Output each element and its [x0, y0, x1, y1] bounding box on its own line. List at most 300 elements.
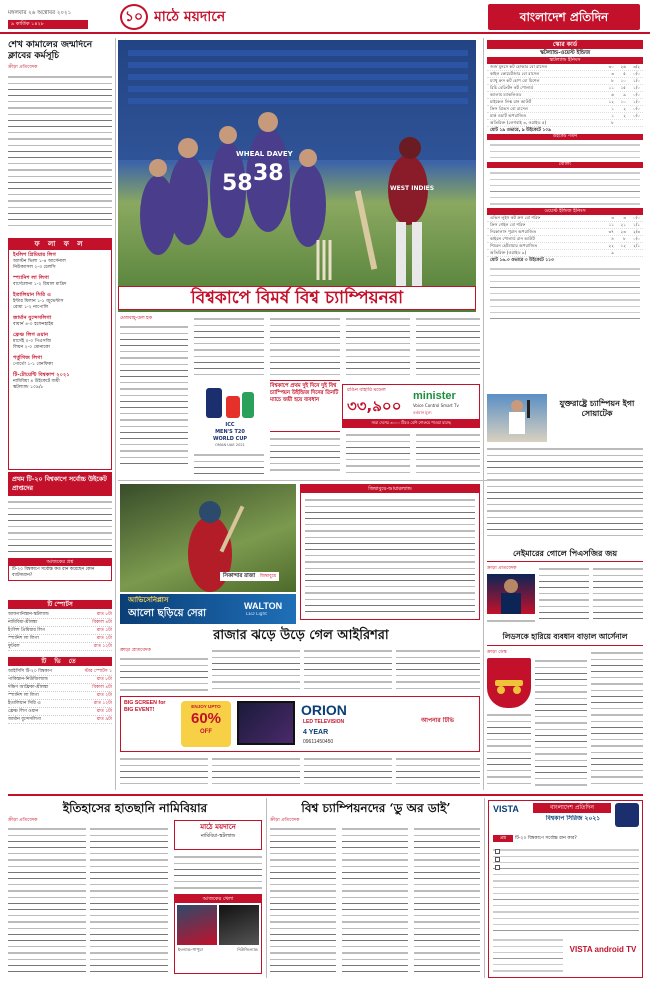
fours-sixes: ২/৩	[633, 229, 640, 234]
balls	[614, 250, 626, 256]
scorecard-heading: স্কোর কার্ড	[487, 40, 643, 49]
inn2-total: মোট ১৬.৩ ওভারে ৩ উইকেটে ১১৩	[490, 258, 554, 263]
result-line: নামিবিয়া ৪ উইকেটে জয়ী	[13, 379, 60, 384]
batsman-name: কাইরন পোলার্ড রান আউট	[490, 236, 535, 241]
inn2-table	[487, 215, 643, 257]
ireland-col2b	[212, 756, 300, 788]
balls: ১০	[620, 78, 626, 83]
runs: ২২	[608, 243, 614, 248]
vista-form-checkbox-c[interactable]	[495, 865, 500, 870]
schedule-row	[8, 611, 112, 619]
batsman-name: ক্যালাম ম্যাকলিওড	[490, 92, 522, 97]
stats-body	[305, 497, 475, 615]
balls: ১২	[620, 243, 626, 248]
section-title: মাঠে ময়দানে	[154, 9, 226, 25]
result-line: নিউক্যাসল ২-৩ চেলসি	[13, 265, 56, 270]
result-line: স্কটল্যান্ড ১০৯/৮	[13, 385, 44, 390]
runs: ৩	[611, 71, 614, 76]
t20-first-box	[8, 472, 112, 590]
masthead	[0, 0, 650, 34]
kamal-body	[8, 74, 112, 230]
main-headline-box	[118, 286, 476, 310]
logo-line2: MEN'S T20	[215, 429, 245, 435]
vista-t20-badge	[615, 803, 639, 827]
runs: ৪	[611, 236, 614, 241]
orion-warranty: 4 YEAR	[303, 729, 329, 736]
balls: ৩	[623, 215, 626, 220]
runs: ৩০	[608, 64, 614, 69]
pull-quote-text: বিশ্বকাপে প্রথম দুই দিনে দুই বিশ্ব চ্যাম্পিয়ন উইন্ডিজ দিনের তিনটি ম্যাচে জয়ী হয়ে ব্যবধান	[270, 383, 339, 403]
champions-headline: বিশ্ব চ্যাম্পিয়নদের ‘ডু অর ডাই’	[301, 801, 451, 815]
vista-contest-title: বিশ্বকাপ সিরিজ ২০২১	[545, 815, 601, 822]
sikandar-photo	[120, 484, 296, 592]
quiz-question: টি-২০ বিশ্বকাপে সর্বোচ্চ কত রান করেছেন কোন ব্যাটসম্যান?	[12, 567, 95, 578]
namibia-tag	[174, 820, 262, 850]
vista-tv-logo: VISTA android TV	[569, 945, 637, 954]
runs: ১১	[608, 222, 614, 227]
sikandar-caption	[220, 572, 279, 581]
swiatek-story	[487, 394, 643, 542]
fours-sixes: ২/১	[633, 243, 640, 248]
namibia-tag2: নামিবিয়া-স্কটল্যান্ড	[200, 834, 236, 839]
champions-story	[270, 798, 482, 978]
arsenal-body-1	[535, 658, 587, 788]
orion-pct: 60%	[190, 710, 222, 728]
inn1-table	[487, 64, 643, 127]
result-item	[13, 292, 107, 311]
runs: ৬	[611, 92, 614, 97]
fours-sixes: ৩/২	[633, 64, 640, 69]
sports-heading: টি স্পোর্টস	[8, 600, 112, 609]
orion-brand: ORION	[301, 702, 347, 718]
minister-brand: minister	[413, 390, 456, 402]
orion-cta: ENJOY UPTO	[191, 704, 221, 709]
main-body-col5b	[416, 432, 480, 476]
sikandar-team: জিম্বাবুয়ে	[259, 574, 277, 579]
schedule-left: দক্ষিণ আফ্রিকা-শ্রীলঙ্কা	[8, 685, 49, 690]
minister-tagline: Voice Control Smart Tv	[413, 403, 459, 408]
score-row	[487, 92, 643, 99]
result-item	[13, 355, 107, 368]
vista-form-checkbox-a[interactable]	[495, 849, 500, 854]
balls: ৯	[623, 92, 626, 97]
schedule-left: আফগানিস্তান-স্কটল্যান্ড	[8, 612, 49, 617]
neymar-photo	[487, 574, 535, 614]
minister-price: ৩৩,৯০০	[347, 397, 402, 415]
schedule-left: ফুটবল	[8, 644, 20, 649]
results-list	[9, 250, 111, 397]
schedule-right: রাত ২টা	[96, 693, 112, 698]
inset-right-label: নিউজিল্যান্ড	[237, 947, 258, 952]
vista-partner: বাংলাদেশ প্রতিদিন	[533, 803, 611, 813]
swiatek-photo	[487, 394, 547, 442]
date-line-2: ৯ কার্তিক ১৪২৮	[8, 20, 88, 29]
fours-sixes	[626, 120, 640, 126]
schedule-row	[8, 668, 112, 676]
result-line: ইন্টার মিলান ১-১ জুভেন্টাস	[13, 299, 64, 304]
fours-sixes: ০/০	[633, 71, 640, 76]
orion-left-title: BIG SCREEN for BIG EVENT!	[124, 700, 166, 713]
main-body-col3b	[270, 436, 340, 476]
champions-col3	[414, 826, 480, 976]
fours-sixes: ০/০	[633, 236, 640, 241]
main-byline: মেজবাহ্-উল হক	[120, 316, 152, 321]
champions-col2	[342, 826, 408, 976]
balls: ২৬	[620, 64, 626, 69]
svg-text:38: 38	[253, 161, 284, 186]
main-body-col2	[194, 316, 264, 380]
score-row	[487, 99, 643, 106]
namibia-inset	[174, 894, 262, 974]
ireland-headline: রাজার ঝড়ে উড়ে গেল আইরিশরা	[213, 628, 389, 643]
balls: ২৩	[620, 229, 626, 234]
schedule-left: স্প্যানিশ লা লিগা	[8, 636, 39, 641]
champions-col1	[270, 826, 336, 976]
main-photo	[118, 40, 476, 312]
namibia-inset-left	[177, 905, 217, 945]
fours-sixes: ১/০	[633, 78, 640, 83]
main-body-col4	[346, 316, 410, 380]
vista-top	[489, 801, 642, 831]
walton-sub: LED Light	[246, 612, 267, 617]
namibia-col2	[90, 826, 168, 976]
logo-line4: OMAN UAE 2021	[215, 443, 245, 447]
ireland-byline: ক্রীড়া প্রতিবেদক	[120, 648, 151, 653]
schedule-right: রাত ১২টা	[93, 701, 112, 706]
batsman-name: ক্রিস গ্রিভস বো রাসেল	[490, 106, 529, 111]
schedule-row	[8, 700, 112, 708]
namibia-tag1: মাঠে ময়দানে	[200, 822, 236, 831]
tv-list	[8, 666, 112, 724]
score-row	[487, 106, 643, 113]
balls	[614, 120, 626, 126]
runs: ৮	[611, 78, 614, 83]
fours-sixes: ১/০	[633, 99, 640, 104]
svg-text:WEST INDIES: WEST INDIES	[390, 185, 435, 192]
champions-byline: ক্রীড়া প্রতিবেদক	[270, 818, 300, 823]
inn1-fall-body	[490, 142, 640, 160]
result-item	[13, 332, 107, 351]
balls: ২১	[620, 222, 626, 227]
kamal-headline: শেখ কামালের জন্মদিনে ক্লাবের কর্মসূচি	[8, 40, 93, 61]
batsman-name: এভিন লুইস কট ক্রস বো শরিফ	[490, 215, 541, 220]
schedule-right: রাত ৮টা	[96, 677, 112, 682]
sikandar-name: সিকান্দার রাজা	[223, 573, 256, 579]
logo-line3: WORLD CUP	[212, 436, 248, 442]
batsman-name: ম্যাথু ক্রস কট হোপ বো মিশেল	[490, 78, 540, 83]
runs: ৩৭	[608, 229, 614, 234]
ireland-col3b	[304, 756, 392, 788]
namibia-inset-right	[219, 905, 259, 945]
batsman-name: কাইল কোয়েটজার বো রাসেল	[490, 71, 540, 76]
schedule-left: পাকিস্তান-নিউজিল্যান্ড	[8, 677, 48, 682]
schedule-right: স্টার স্পোর্টস ১	[84, 669, 112, 674]
score-row	[487, 222, 643, 229]
quiz-title: আজকের প্রশ্ন	[9, 559, 111, 566]
result-title: ইংলিশ প্রিমিয়ার লিগ	[13, 252, 56, 258]
minister-ad	[342, 384, 480, 428]
schedule-row	[8, 708, 112, 716]
main-body-col4b	[346, 432, 410, 476]
namibia-col1	[8, 826, 86, 976]
scorecard-match: স্কটল্যান্ড-ওয়েস্ট ইন্ডিজ	[539, 50, 591, 56]
vista-brand: VISTA	[493, 804, 519, 814]
neymar-headline-box	[487, 546, 643, 562]
neymar-body-1	[539, 566, 589, 620]
batsman-name: রিচি বেরিংটন কট পোলার্ড	[490, 85, 534, 90]
orion-phone: 09611450450	[303, 739, 334, 745]
runs: ১	[611, 113, 614, 118]
arsenal-body-3	[487, 712, 531, 788]
score-row	[487, 215, 643, 222]
batsman-name: অতিরিক্ত (ওয়াইড ৯)	[490, 250, 527, 255]
orion-bn: আপনার টিভি	[421, 717, 454, 724]
balls: ২	[623, 106, 626, 111]
schedule-row	[8, 692, 112, 700]
result-title: ফ্রেঞ্চ লিগ ওয়ান	[13, 332, 49, 338]
main-body-col2b	[194, 452, 264, 476]
brand-name: বাংলাদেশ প্রতিদিন	[519, 10, 609, 24]
result-line: রোমা ১-২ নাপোলি	[13, 305, 49, 310]
ireland-headline-box	[118, 626, 484, 646]
t20-worldcup-logo	[196, 382, 264, 448]
inn1-heading: স্কটল্যান্ড ইনিংস	[487, 57, 643, 64]
inset-left-label: ইংল্যান্ড-পাপুয়া	[178, 947, 203, 952]
balls: ২	[623, 113, 626, 118]
result-line: মার্সেই ০-০ পিএসজি	[13, 339, 52, 344]
schedule-right: বিকাল ৪টা	[92, 685, 112, 690]
score-row	[487, 64, 643, 71]
stats-heading: জিম্বাবুয়ে-আয়ারল্যান্ড	[301, 485, 479, 493]
arsenal-headline-box	[487, 630, 643, 646]
batsman-name: শিমরন হেটমায়ার অপরাজিত	[490, 243, 538, 248]
result-line: লিয়ন ২-০ মোনাকো	[13, 345, 50, 350]
schedule-row	[8, 716, 112, 724]
result-line: অ্যাস্টন ভিলা ১-৪ আর্সেনাল	[13, 259, 66, 264]
cricket-photo	[118, 40, 476, 312]
score-row	[487, 120, 643, 127]
arsenal-body-2	[591, 650, 643, 788]
runs: ১	[611, 106, 614, 111]
ireland-col3	[304, 648, 392, 694]
fours-sixes: ০/০	[633, 113, 640, 118]
result-line: বার্সেলোনা ১-২ রিয়াল মাদ্রিদ	[13, 282, 67, 287]
result-line: বায়ার্ন ৪-০ হফেনহাইম	[13, 322, 54, 327]
schedule-left: নামিবিয়া-শ্রীলঙ্কা	[8, 620, 38, 625]
ireland-col1	[120, 656, 208, 694]
page-number-badge	[120, 4, 148, 30]
result-title: ইতালিয়ান সিরি এ	[13, 292, 51, 298]
result-item	[13, 275, 107, 288]
score-row	[487, 71, 643, 78]
result-line: পোর্তো ১-১ বেনফিকা	[13, 362, 53, 367]
schedule-row	[8, 635, 112, 643]
arsenal-crest	[487, 658, 531, 708]
balls: ৫	[623, 71, 626, 76]
score-row	[487, 78, 643, 85]
walton-bn: আভিসেনিপ্লাস	[128, 596, 169, 604]
pull-quote	[270, 380, 340, 432]
orion-brand-sub: LED TELEVISION	[303, 719, 345, 725]
schedule-left: জার্মান বুন্দেসলিগা	[8, 717, 42, 722]
inn1-bowling-heading: বোলিং	[487, 162, 643, 168]
neymar-headline: নেইমারের গোলে পিএসজির জয়	[512, 548, 618, 558]
fours-sixes: ১/১	[633, 222, 640, 227]
stats-box	[300, 484, 480, 620]
balls: ১৫	[620, 85, 626, 90]
orion-off: OFF	[200, 729, 212, 736]
runs: ৩	[611, 215, 614, 220]
namibia-inset-label: আজকের খেলা	[175, 895, 261, 903]
score-row	[487, 85, 643, 92]
arsenal-byline: ক্রীড়া ডেস্ক	[487, 650, 507, 655]
schedule-left: আইসিসি টি-২০ বিশ্বকাপ	[8, 669, 53, 674]
brand-logo	[488, 4, 640, 30]
inn1-fall-heading: উইকেট পতন	[487, 134, 643, 140]
runs: ১১	[608, 85, 614, 90]
swiatek-body	[487, 446, 643, 536]
fours-sixes: ০/০	[633, 92, 640, 97]
kamal-byline: ক্রীড়া প্রতিবেদক	[8, 65, 38, 70]
ireland-col4	[396, 648, 480, 694]
quiz-box	[8, 558, 112, 581]
runs: ৯	[611, 250, 614, 255]
vista-question-label: প্রশ্ন	[493, 835, 513, 842]
schedule-right: রাত ৯টা	[96, 717, 112, 722]
orion-tv	[237, 701, 295, 745]
kamal-story	[8, 40, 112, 240]
vista-form	[493, 847, 639, 933]
vista-form-checkbox-b[interactable]	[495, 857, 500, 862]
sports-list	[8, 609, 112, 651]
namibia-byline: ক্রীড়া প্রতিবেদক	[8, 818, 38, 823]
schedule-right: রাত ১টা	[96, 709, 112, 714]
orion-offer	[181, 701, 231, 747]
ireland-col4b	[396, 756, 480, 788]
score-row	[487, 229, 643, 236]
fours-sixes: ০/০	[633, 215, 640, 220]
schedule-row	[8, 619, 112, 627]
fours-sixes: ১/০	[633, 85, 640, 90]
schedule-left: স্প্যানিশ লা লিগা	[8, 693, 39, 698]
walton-brand: WALTON	[244, 601, 283, 611]
batsman-name: নিকোলাস পুরান অপরাজিত	[490, 229, 537, 234]
runs: ১২	[608, 99, 614, 104]
tv-heading: টি ভি তে	[8, 657, 112, 666]
schedule-right: রাত ১টা	[96, 628, 112, 633]
inn1-total: মোট ১৯ ওভারে, ৯ উইকেটে ১০৯	[490, 128, 551, 133]
schedule-row	[8, 684, 112, 692]
main-body-col5	[416, 316, 480, 380]
logo-line1: ICC	[225, 422, 235, 428]
schedule-left: ইংলিশ প্রিমিয়ার লিগ	[8, 628, 45, 633]
schedule-right: রাত ২টা	[96, 636, 112, 641]
score-row	[487, 236, 643, 243]
ireland-col1b	[120, 756, 208, 788]
schedule-right: রাত ১২টা	[93, 644, 112, 649]
batsman-name: মার্ক ওয়াট অপরাজিত	[490, 113, 527, 118]
inn2-heading: ওয়েস্ট ইন্ডিজ ইনিংস	[487, 208, 643, 215]
score-row	[487, 113, 643, 120]
main-body-col3	[270, 316, 340, 380]
neymar-body-3	[487, 618, 535, 626]
result-item	[13, 372, 107, 391]
svg-text:58: 58	[222, 171, 253, 196]
namibia-headline: ইতিহাসের হাতছানি নামিবিয়ার	[62, 801, 208, 815]
result-item	[13, 315, 107, 328]
balls: ১০	[620, 99, 626, 104]
vista-question: টি-২০ বিশ্বকাপে সর্বোচ্চ রান কার?	[515, 836, 577, 841]
orion-ad	[120, 696, 480, 752]
namibia-col3	[174, 854, 262, 890]
balls: ৮	[623, 236, 626, 241]
fours-sixes	[626, 250, 640, 256]
schedule-row	[8, 676, 112, 684]
orion-left	[121, 697, 179, 751]
arsenal-headline: লিডসকে হারিয়ে ব্যবধান বাড়াল আর্সেনাল	[502, 632, 628, 641]
batsman-name: ক্রিস গেইল বো শরিফ	[490, 222, 526, 227]
schedule-row	[8, 627, 112, 635]
main-body-col1	[120, 324, 188, 464]
batsman-name: জর্জ মুনসে কট হোল্ডার বো রাসেল	[490, 64, 548, 69]
result-item	[13, 252, 107, 271]
batsman-name: মাইকেল লিস্ক রান আউট	[490, 99, 532, 104]
runs: ৮	[611, 120, 614, 125]
walton-ad	[120, 594, 296, 624]
neymar-figure	[487, 574, 535, 614]
neymar-byline: ক্রীড়া প্রতিবেদক	[487, 566, 517, 571]
arsenal-cannon-icon	[487, 658, 531, 708]
neymar-body-2	[593, 566, 643, 620]
swiatek-headline: যুক্তরাষ্ট্রে চ্যাম্পিয়ন ইগা সোয়াটেক	[559, 398, 635, 418]
fours-sixes: ০/০	[633, 106, 640, 111]
swiatek-figure	[487, 394, 547, 442]
inn1-bowling-body	[490, 170, 640, 206]
minister-price-note: বর্তমান মূল্য	[413, 410, 432, 415]
minister-promo: রঙিন বাহারি মডেল	[347, 387, 386, 393]
namibia-story	[8, 798, 262, 978]
result-title: পর্তুগিজ লিগা	[13, 355, 42, 361]
t20-first-title: প্রথম টি-২০ বিশ্বকাপে সর্বোচ্চ উইকেট প্রাপ্তদের	[8, 472, 112, 496]
schedule-row	[8, 643, 112, 651]
results-box	[8, 238, 112, 470]
ireland-col2	[212, 648, 300, 694]
main-headline: বিশ্বকাপে বিমর্ষ বিশ্ব চ্যাম্পিয়নরা	[190, 288, 404, 308]
t20-logo	[196, 382, 264, 448]
scorecard	[487, 40, 643, 390]
vista-tv-promo	[493, 937, 639, 975]
result-title: টি-টোয়েন্টি বিশ্বকাপ ২০২১	[13, 372, 70, 378]
vista-terms	[493, 937, 563, 973]
result-title: স্প্যানিশ লা লিগা	[13, 275, 49, 281]
schedule-right: বিকাল ৪টা	[92, 620, 112, 625]
walton-bn2: আলো ছড়িয়ে সেরা	[128, 608, 207, 619]
minister-footer: সারা দেশের ৩০০০ টিরও বেশি শোরুমে পাওয়া যাচ্ছে	[343, 419, 479, 427]
schedule-left: ইতালিয়ান সিরি এ	[8, 701, 41, 706]
results-heading: ফ লা ফ ল	[9, 239, 111, 250]
result-title: জার্মান বুন্দেসলিগা	[13, 315, 52, 321]
svg-text:WHEAL DAVEY: WHEAL DAVEY	[236, 150, 293, 158]
page-number: ১০	[124, 9, 144, 25]
vista-contest	[488, 800, 643, 978]
date-line: মঙ্গলবার ২৬ অক্টোবর ২০২১	[8, 10, 72, 16]
inn2-bowling-body	[490, 266, 640, 322]
batsman-name: অতিরিক্ত (লেগবাই ৩, ওয়াইড ৫)	[490, 120, 547, 125]
sports-schedule	[8, 600, 112, 790]
schedule-right: রাত ৮টা	[96, 612, 112, 617]
score-row	[487, 250, 643, 257]
score-row	[487, 243, 643, 250]
